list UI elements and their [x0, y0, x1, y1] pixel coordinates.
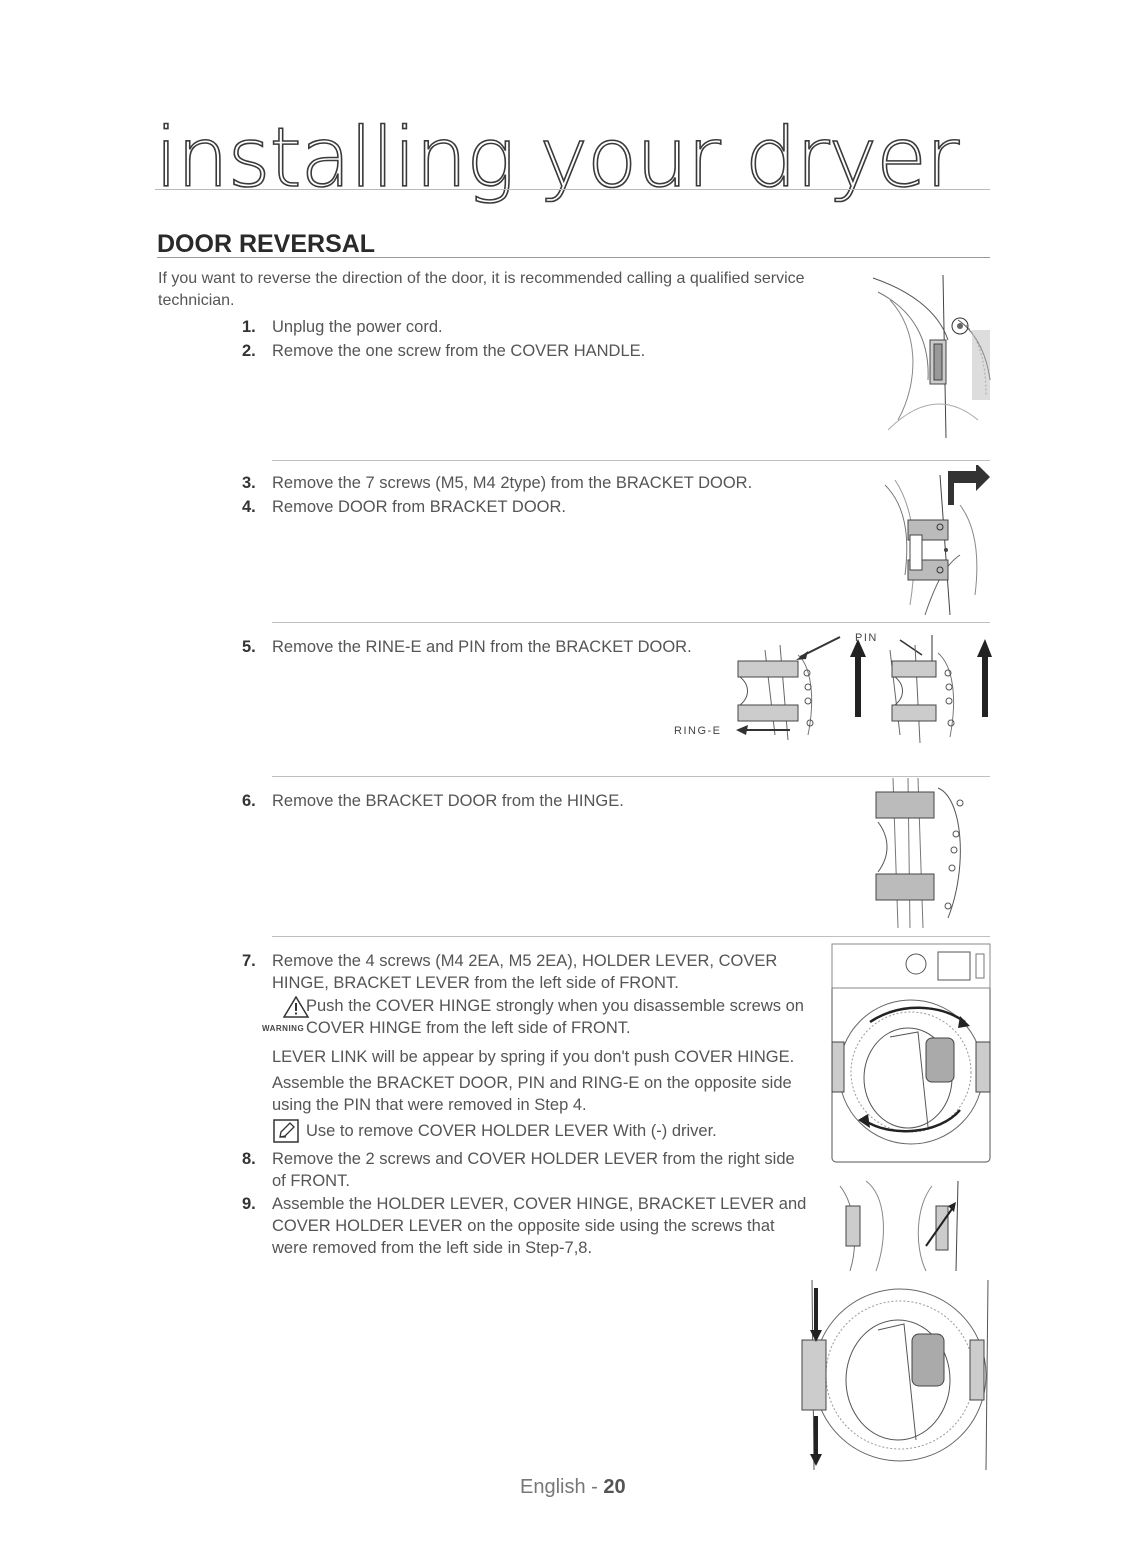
- warning-label: WARNING: [262, 1024, 305, 1033]
- footer-separator: -: [591, 1476, 598, 1498]
- step-number: 1.: [242, 318, 256, 336]
- bracket-door-figure: [880, 465, 992, 620]
- step-3: [242, 472, 812, 494]
- step-text: Assemble the HOLDER LEVER, COVER HINGE, BRACKET LEVER and COVER HOLDER LEVER on the opposite side using the screws that were removed from the left side in Step-7,8.: [272, 1195, 807, 1257]
- section-title: DOOR REVERSAL: [157, 230, 376, 258]
- front-panel-figure: [830, 942, 992, 1164]
- bracket-hinge-figure: [868, 778, 978, 928]
- step-6: [242, 790, 812, 812]
- step-8: [242, 1148, 800, 1192]
- divider: [272, 776, 990, 777]
- step-number: 2.: [242, 342, 256, 360]
- step-4: [242, 496, 812, 518]
- warning-text-line: [306, 995, 806, 1039]
- step-number: 5.: [242, 638, 256, 656]
- pin-ring-e-figure: [670, 625, 992, 750]
- section-rule: [157, 257, 990, 258]
- step-7: [242, 950, 800, 994]
- step-9: [242, 1193, 812, 1259]
- hinge-detail-figure: [836, 1176, 964, 1276]
- step-text: Remove the RINE-E and PIN from the BRACKET DOOR.: [272, 638, 692, 656]
- note-pencil-icon: [272, 1118, 300, 1144]
- page-footer: [520, 1476, 626, 1499]
- cover-handle-figure: [868, 270, 992, 440]
- warning-text: Push the COVER HINGE strongly when you disassemble screws on COVER HINGE from the left side of FRONT.: [306, 997, 804, 1037]
- step-2: [242, 340, 812, 362]
- step-text: Remove the 4 screws (M4 2EA, M5 2EA), HOLDER LEVER, COVER HINGE, BRACKET LEVER from the left side of FRONT.: [272, 952, 778, 992]
- divider: [272, 936, 990, 937]
- step-1: [242, 316, 812, 338]
- intro-text: If you want to reverse the direction of the door, it is recommended calling a qualified service technician.: [158, 270, 805, 309]
- arrow-icon: [948, 465, 990, 505]
- step-text: Remove DOOR from BRACKET DOOR.: [272, 498, 566, 516]
- step-text: Remove the one screw from the COVER HANDLE.: [272, 342, 646, 360]
- step-5: [242, 636, 732, 658]
- door-installed-figure: [800, 1280, 992, 1472]
- step-text: Remove the BRACKET DOOR from the HINGE.: [272, 792, 624, 810]
- divider: [272, 622, 990, 623]
- step-text: Unplug the power cord.: [272, 318, 443, 336]
- step-number: 6.: [242, 792, 256, 810]
- footer-language: English: [520, 1476, 586, 1498]
- step-number: 8.: [242, 1150, 256, 1168]
- step-number: 3.: [242, 474, 256, 492]
- divider: [272, 460, 990, 461]
- step-number: 9.: [242, 1195, 256, 1213]
- chapter-rule: [155, 189, 990, 190]
- ring-e-label: RING-E: [674, 725, 722, 737]
- step-text: Remove the 7 screws (M5, M4 2type) from the BRACKET DOOR.: [272, 474, 753, 492]
- step-number: 4.: [242, 498, 256, 516]
- lever-link-note: LEVER LINK will be appear by spring if you don't push COVER HINGE.: [272, 1048, 795, 1066]
- page-number: 20: [603, 1476, 626, 1498]
- pin-label: PIN: [855, 632, 878, 644]
- note-text: Use to remove COVER HOLDER LEVER With (-) driver.: [306, 1122, 717, 1140]
- chapter-title: installing your dryer: [155, 111, 959, 206]
- step-number: 7.: [242, 952, 256, 970]
- step-text: Remove the 2 screws and COVER HOLDER LEVER from the right side of FRONT.: [272, 1150, 795, 1190]
- assemble-note: Assemble the BRACKET DOOR, PIN and RING-E on the opposite side using the PIN that were removed in Step 4.: [272, 1074, 792, 1114]
